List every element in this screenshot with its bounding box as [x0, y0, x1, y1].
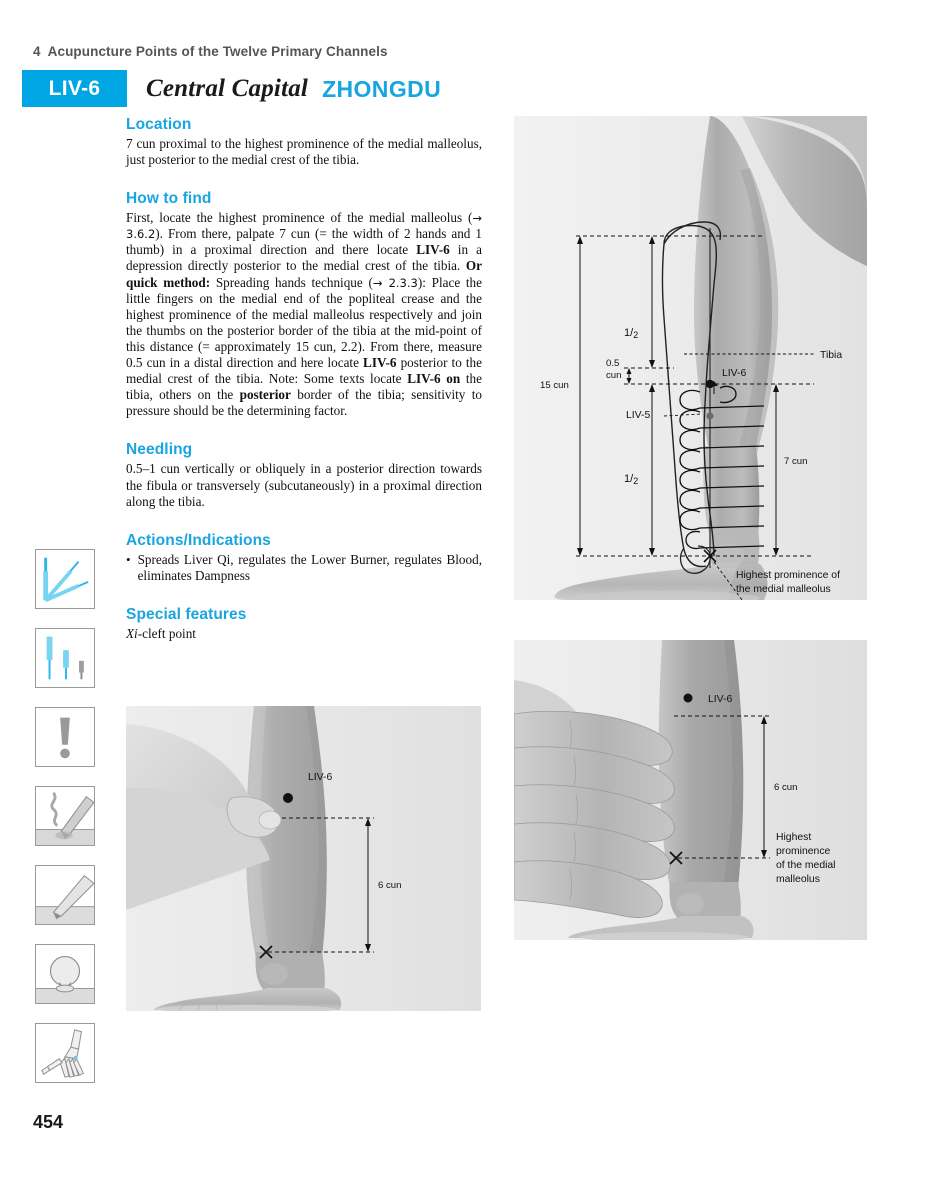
label-15-cun: 15 cun	[540, 380, 569, 391]
label-tibia: Tibia	[820, 350, 843, 361]
special-feature-italic: Xi	[126, 625, 138, 641]
htf-part-g: the tibia, others on the	[126, 371, 482, 403]
special-feature-rest: -cleft point	[137, 625, 196, 641]
label-half-upper: 1/2	[624, 327, 639, 340]
needle-angle-icon	[35, 549, 95, 609]
label-6-cun: 6 cun	[378, 880, 402, 891]
point-code-label: LIV-6	[48, 76, 101, 100]
cross-reference-2: → 2.3.3	[372, 275, 418, 290]
label-malleolus-line4: malleolus	[776, 874, 820, 885]
cupping-icon	[35, 944, 95, 1004]
htf-bold-4: LIV-6 on	[407, 371, 461, 387]
section-heading-actions: Actions/Indications	[126, 531, 271, 549]
label-malleolus-line2: the medial malleolus	[736, 584, 831, 595]
caution-icon	[35, 707, 95, 767]
label-half-cun-line1: 0.5	[606, 358, 620, 369]
section-body-needling: 0.5–1 cun vertically or obliquely in a posterior direction towards the fibula or transversely (subcutaneously) in a proximal direction along the tibia.	[126, 461, 482, 509]
label-malleolus-line3: of the medial	[776, 860, 836, 871]
section-heading-special-features: Special features	[126, 605, 247, 623]
treatment-method-icon-stack	[35, 549, 97, 1102]
needle-depth-icon	[35, 628, 95, 688]
moxa-cone-icon	[35, 865, 95, 925]
point-name-pinyin: ZHONGDU	[322, 75, 442, 102]
label-liv5-point: LIV-5	[626, 410, 651, 421]
label-liv6-point: LIV-6	[308, 772, 333, 783]
list-item	[126, 552, 482, 584]
running-head-chapter-number: 4	[33, 44, 41, 59]
text-column	[126, 116, 482, 642]
bullet-icon: •	[126, 551, 131, 567]
liv6-point-marker	[684, 694, 693, 703]
label-liv6-point: LIV-6	[722, 368, 747, 379]
htf-bold-5: posterior	[239, 387, 291, 403]
section-heading-needling: Needling	[126, 441, 193, 459]
htf-bold-2: Or quick method:	[126, 258, 482, 290]
section-body-how-to-find	[126, 210, 482, 419]
section-heading-how-to-find: How to find	[126, 190, 212, 208]
label-6-cun: 6 cun	[774, 782, 798, 793]
htf-bold-3: LIV-6	[363, 355, 397, 371]
htf-part-c: in a depression directly posterior to the medial crest of the tibia.	[126, 242, 482, 274]
htf-part-b: ). From there, palpate 7 cun (= the width of 2 hands and 1 thumb) in a proximal direction and there locate	[126, 226, 482, 258]
htf-part-f: posterior to the medial crest of the tibia. Note: Some texts locate	[126, 355, 482, 387]
htf-part-e: ): Place the little fingers on the medial end of the popliteal crease and the highest prominence of the medial malleolus respectively and join the thumbs on the posterior border of the tibia at the mid-point of this distance (= approximately 15 cun, 2.2). From there, measure 0.5 cun in a distal direction and here locate	[126, 274, 482, 371]
label-malleolus-line1: Highest	[776, 832, 812, 843]
running-head	[33, 44, 388, 59]
label-7-cun: 7 cun	[784, 456, 808, 467]
htf-part-a: First, locate the highest prominence of the medial malleolus (	[126, 210, 473, 226]
point-code-badge	[22, 70, 127, 107]
liv6-point-marker	[283, 793, 293, 803]
label-half-cun-line2: cun	[606, 370, 622, 381]
point-name-english: Central Capital	[146, 75, 309, 102]
palpation-photo-hands	[514, 640, 867, 940]
label-liv6-point: LIV-6	[708, 694, 733, 705]
hand-anatomy-icon	[35, 1023, 95, 1083]
running-head-title: Acupuncture Points of the Twelve Primary Channels	[47, 44, 388, 59]
label-half-lower: 1/2	[624, 473, 639, 486]
section-body-location: 7 cun proximal to the highest prominence of the medial malleolus, just posterior to the medial crest of the tibia.	[126, 136, 482, 168]
label-malleolus-line1: Highest prominence of	[736, 570, 840, 581]
htf-part-d: Spreading hands technique (	[210, 274, 373, 290]
cross-reference-1: → 3.6.2	[126, 211, 482, 242]
actions-bullet-text: Spreads Liver Qi, regulates the Lower Burner, regulates Blood, eliminates Dampness	[137, 551, 482, 583]
palpation-photo-thumb	[126, 706, 481, 1011]
section-body-special-features	[126, 626, 482, 642]
section-heading-location: Location	[126, 116, 192, 133]
page-number: 454	[33, 1112, 64, 1132]
leg-anatomy-diagram	[514, 116, 867, 600]
htf-part-h: border of the tibia; sensitivity to pressure should be the determining factor.	[126, 387, 482, 419]
label-malleolus-line2: prominence	[776, 846, 831, 857]
htf-bold-1: LIV-6	[416, 242, 450, 258]
page-title	[146, 72, 441, 106]
moxa-stick-icon	[35, 786, 95, 846]
